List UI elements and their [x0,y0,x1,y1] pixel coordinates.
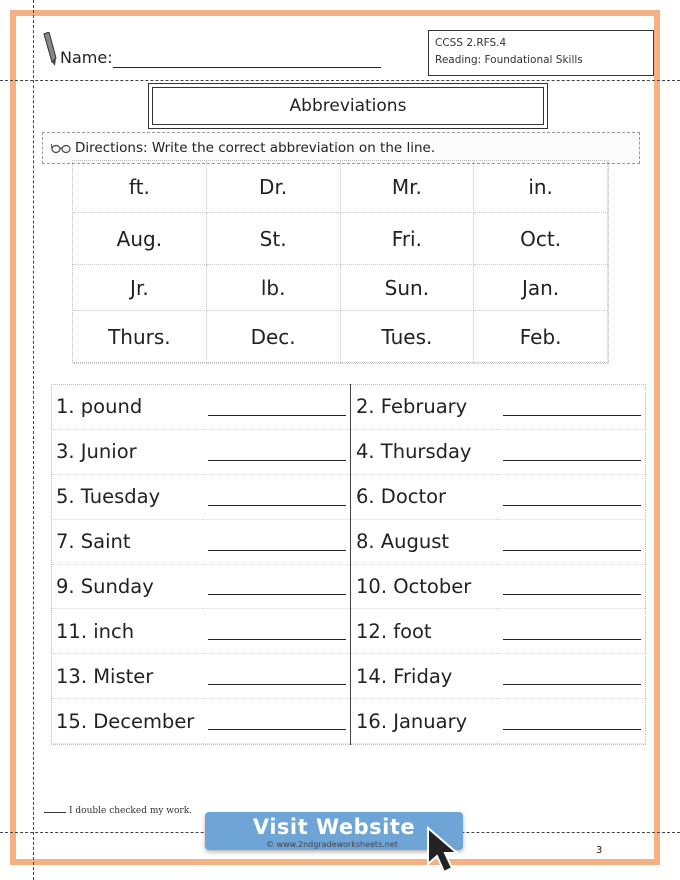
exercise-word: 8. August [352,520,497,565]
standard-code: CCSS 2.RFS.4 [435,37,507,49]
word-bank-item: Aug. [73,213,207,265]
page-title: Abbreviations [152,87,544,125]
standard-box [428,30,654,76]
standard-strand: Reading: Foundational Skills [435,54,583,66]
answer-line[interactable] [497,430,647,475]
answer-line[interactable] [202,654,352,699]
exercise-word: 7. Saint [52,520,202,565]
exercise-word: 2. February [352,385,497,430]
answer-line[interactable] [497,654,647,699]
word-bank-item: Feb. [474,311,608,364]
exercise-grid [51,384,646,745]
word-bank-item: Jan. [474,265,608,311]
title-box [148,83,548,129]
exercise-word: 14. Friday [352,654,497,699]
cursor-arrow-icon [424,826,464,876]
name-label: Name: [60,48,113,67]
exercise-word: 13. Mister [52,654,202,699]
word-bank-item: Dec. [207,311,341,364]
answer-line[interactable] [497,699,647,744]
exercise-word: 1. pound [52,385,202,430]
self-check-blank[interactable] [44,812,66,813]
word-bank-item: Dr. [207,161,341,213]
answer-line[interactable] [202,699,352,744]
word-bank-item: St. [207,213,341,265]
exercise-word: 16. January [352,699,497,744]
self-check [44,806,192,816]
answer-line[interactable] [497,520,647,565]
self-check-text: I double checked my work. [69,806,193,816]
answer-line[interactable] [202,430,352,475]
cut-line-top [0,80,680,81]
word-bank-item: Tues. [341,311,475,364]
exercise-word: 3. Junior [52,430,202,475]
cut-line-left [33,0,34,880]
answer-line[interactable] [202,565,352,610]
visit-website-button[interactable]: Visit Website [205,812,463,850]
column-divider [350,384,351,745]
answer-line[interactable] [497,609,647,654]
word-bank [72,160,609,363]
answer-line[interactable] [202,385,352,430]
exercise-word: 9. Sunday [52,565,202,610]
name-line[interactable] [113,67,381,68]
exercise-word: 4. Thursday [352,430,497,475]
answer-line[interactable] [497,565,647,610]
word-bank-item: Thurs. [73,311,207,364]
exercise-word: 6. Doctor [352,475,497,520]
word-bank-item: ft. [73,161,207,213]
word-bank-item: Mr. [341,161,475,213]
exercise-word: 10. October [352,565,497,610]
answer-line[interactable] [497,385,647,430]
glasses-icon [51,142,71,154]
word-bank-item: Jr. [73,265,207,311]
word-bank-item: in. [474,161,608,213]
page-number: 3 [596,845,603,856]
answer-line[interactable] [202,520,352,565]
copyright-text: © www.2ndgradeworksheets.net [266,840,398,849]
answer-line[interactable] [497,475,647,520]
word-bank-item: lb. [207,265,341,311]
exercise-word: 5. Tuesday [52,475,202,520]
directions-text: Directions: Write the correct abbreviation on the line. [75,140,436,156]
exercise-word: 11. inch [52,609,202,654]
exercise-word: 15. December [52,699,202,744]
word-bank-item: Sun. [341,265,475,311]
word-bank-item: Oct. [474,213,608,265]
answer-line[interactable] [202,475,352,520]
exercise-word: 12. foot [352,609,497,654]
word-bank-item: Fri. [341,213,475,265]
answer-line[interactable] [202,609,352,654]
